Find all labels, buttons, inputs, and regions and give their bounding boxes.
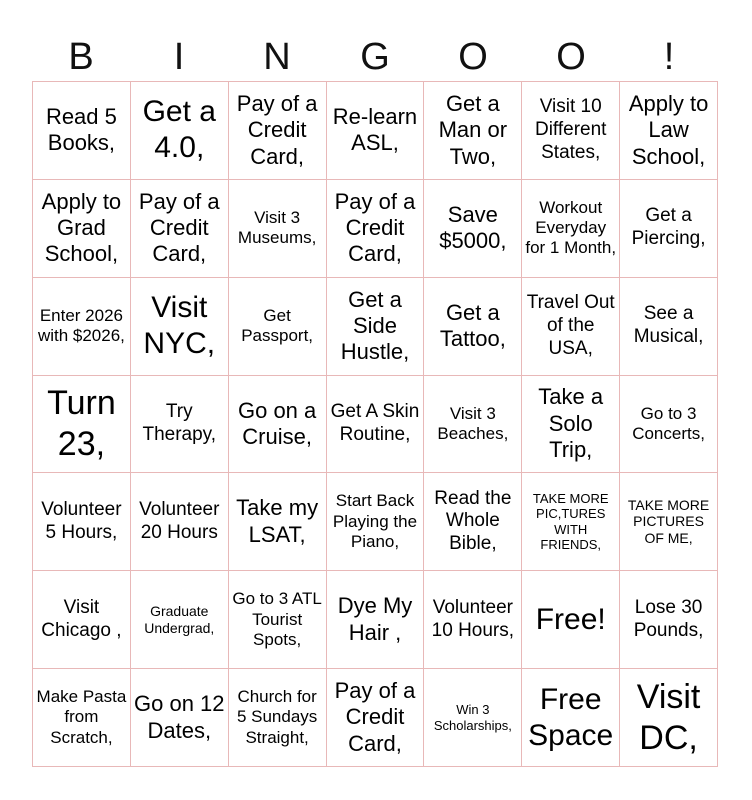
bingo-cell[interactable]: Graduate Undergrad, — [131, 571, 229, 669]
bingo-header — [32, 34, 718, 80]
header-letter-i: I — [173, 35, 185, 78]
header-letter-o-2: O — [556, 35, 586, 78]
header-letter-n: N — [263, 35, 291, 78]
bingo-cell[interactable]: Take my LSAT, — [229, 473, 327, 571]
bingo-cell[interactable]: Visit Chicago , — [33, 571, 131, 669]
bingo-cell[interactable]: Visit 3 Museums, — [229, 180, 327, 278]
bingo-cell[interactable]: Go to 3 ATL Tourist Spots, — [229, 571, 327, 669]
bingo-cell[interactable]: Re-learn ASL, — [327, 82, 425, 180]
free-space-cell[interactable]: Free! — [522, 571, 620, 669]
header-letter-g: G — [360, 35, 390, 78]
free-space-cell[interactable]: Free Space — [522, 669, 620, 767]
bingo-cell[interactable]: TAKE MORE PICTURES OF ME, — [620, 473, 718, 571]
bingo-cell[interactable]: Get a 4.0, — [131, 82, 229, 180]
bingo-cell[interactable]: Take a Solo Trip, — [522, 376, 620, 474]
bingo-cell[interactable]: Apply to Law School, — [620, 82, 718, 180]
bingo-cell[interactable]: Lose 30 Pounds, — [620, 571, 718, 669]
bingo-cell[interactable]: Turn 23, — [33, 376, 131, 474]
bingo-cell[interactable]: Pay of a Credit Card, — [327, 669, 425, 767]
bingo-cell[interactable]: Volunteer 20 Hours — [131, 473, 229, 571]
bingo-cell[interactable]: See a Musical, — [620, 278, 718, 376]
header-letter-b: B — [68, 35, 94, 78]
bingo-cell[interactable]: Visit DC, — [620, 669, 718, 767]
bingo-cell[interactable]: Volunteer 5 Hours, — [33, 473, 131, 571]
bingo-cell[interactable]: Apply to Grad School, — [33, 180, 131, 278]
bingo-cell[interactable]: Try Therapy, — [131, 376, 229, 474]
bingo-cell[interactable]: Go to 3 Concerts, — [620, 376, 718, 474]
bingo-cell[interactable]: Go on a Cruise, — [229, 376, 327, 474]
bingo-cell[interactable]: Get Passport, — [229, 278, 327, 376]
bingo-cell[interactable]: Save $5000, — [424, 180, 522, 278]
bingo-cell[interactable]: Go on 12 Dates, — [131, 669, 229, 767]
bingo-cell[interactable]: Pay of a Credit Card, — [229, 82, 327, 180]
bingo-cell[interactable]: Enter 2026 with $2026, — [33, 278, 131, 376]
bingo-cell[interactable]: Start Back Playing the Piano, — [327, 473, 425, 571]
bingo-cell[interactable]: Visit 10 Different States, — [522, 82, 620, 180]
bingo-cell[interactable]: Volunteer 10 Hours, — [424, 571, 522, 669]
bingo-cell[interactable]: Get a Piercing, — [620, 180, 718, 278]
bingo-cell[interactable]: Make Pasta from Scratch, — [33, 669, 131, 767]
bingo-cell[interactable]: Win 3 Scholarships, — [424, 669, 522, 767]
header-letter-o: O — [458, 35, 488, 78]
bingo-cell[interactable]: Visit NYC, — [131, 278, 229, 376]
bingo-cell[interactable]: Church for 5 Sundays Straight, — [229, 669, 327, 767]
bingo-cell[interactable]: Get a Man or Two, — [424, 82, 522, 180]
bingo-cell[interactable]: Get a Side Hustle, — [327, 278, 425, 376]
bingo-cell[interactable]: Workout Everyday for 1 Month, — [522, 180, 620, 278]
bingo-cell[interactable]: Pay of a Credit Card, — [327, 180, 425, 278]
bingo-cell[interactable]: Visit 3 Beaches, — [424, 376, 522, 474]
bingo-cell[interactable]: Travel Out of the USA, — [522, 278, 620, 376]
bingo-cell[interactable]: Read the Whole Bible, — [424, 473, 522, 571]
bingo-cell[interactable]: TAKE MORE PIC,TURES WITH FRIENDS, — [522, 473, 620, 571]
bingo-cell[interactable]: Dye My Hair , — [327, 571, 425, 669]
bingo-cell[interactable]: Read 5 Books, — [33, 82, 131, 180]
bingo-cell[interactable]: Get A Skin Routine, — [327, 376, 425, 474]
bingo-board — [32, 81, 718, 767]
bingo-cell[interactable]: Get a Tattoo, — [424, 278, 522, 376]
header-exclamation: ! — [663, 35, 675, 78]
bingo-cell[interactable]: Pay of a Credit Card, — [131, 180, 229, 278]
